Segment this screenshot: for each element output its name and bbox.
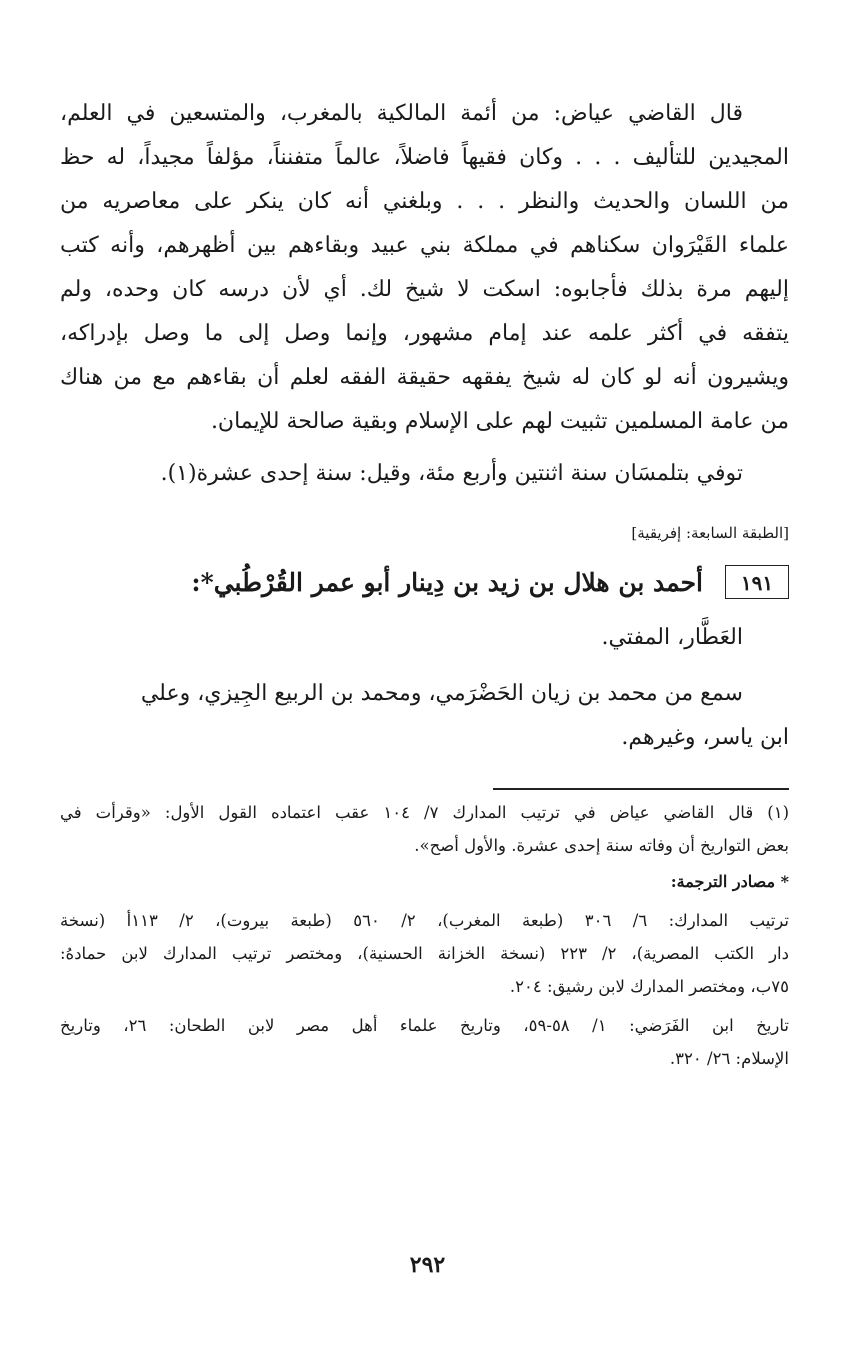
- paragraph-line: سمع من محمد بن زيان الحَضْرَمي، ومحمد بن الربيع الجِيزي، وعلي: [140, 681, 743, 706]
- sources-paragraph-1: [60, 904, 789, 1003]
- sources-heading: * مصادر الترجمة:: [670, 872, 789, 891]
- page-number: ٢٩٢: [409, 1252, 446, 1278]
- paragraph-line: ويشيرون أنه لو كان له شيخ يفقهه حقيقة الفقه لعلم أن بقاءهم مع من هناك: [60, 365, 789, 390]
- sources-paragraph-2: [60, 1009, 789, 1075]
- footnote-line: بعض التواريخ أن وفاته سنة إحدى عشرة. والأول أصح».: [414, 836, 789, 855]
- paragraph-line: يتفقه في أكثر علمه عند إمام مشهور، وإنما وصل إلى ما وصل بإدراكه،: [60, 321, 789, 346]
- paragraph-line: إليهم مرة بذلك فأجابوه: اسكت لا شيخ لك. أي لأن درسه كان وحده، ولم: [60, 277, 789, 302]
- paragraph-line: المجيدين للتأليف . . . وكان فقيهاً فاضلاً، عالماً متفنناً، مؤلفاً مجيداً، له حظ: [60, 145, 789, 170]
- footnote-line: ترتيب المدارك: ٦/ ٣٠٦ (طبعة المغرب)، ٢/ ٥٦٠ (طبعة بيروت)، ٢/ ١١٣أ (نسخة: [60, 911, 789, 930]
- entry-body: [60, 672, 789, 760]
- paragraph-line: من عامة المسلمين تثبيت لهم على الإسلام وبقية صالحة للإيمان.: [210, 409, 789, 434]
- entry-number-box: ١٩١: [725, 565, 789, 599]
- entry-descriptor: العَطَّار، المفتي.: [601, 625, 743, 650]
- death-line: توفي بتلمسَان سنة اثنتين وأربع مئة، وقيل: سنة إحدى عشرة(١).: [160, 461, 743, 486]
- intro-paragraph: [60, 92, 789, 444]
- footnote-line: تاريخ ابن الفَرَضي: ١/ ٥٨-٥٩، وتاريخ علماء أهل مصر لابن الطحان: ٢٦، وتاريخ: [60, 1016, 790, 1035]
- footnote-line: دار الكتب المصرية)، ٢/ ٢٢٣ (نسخة الخزانة الحسنية)، ومختصر ترتيب المدارك لابن حمادهُ:: [60, 944, 789, 963]
- entry-heading: [60, 560, 789, 604]
- footnote-separator: [493, 788, 789, 790]
- footnote-1: [60, 796, 789, 862]
- paragraph-line: من اللسان والحديث والنظر . . . وبلغني أنه كان ينكر على معاصريه من: [60, 189, 789, 214]
- page-body: [60, 92, 789, 1075]
- footnote-line: ٧٥ب، ومختصر المدارك لابن رشيق: ٢٠٤.: [509, 977, 789, 996]
- footnote-line: الإسلام: ٢٦/ ٣٢٠.: [669, 1049, 789, 1068]
- section-tag: [الطبقة السابعة: إفريقية]: [631, 524, 789, 542]
- paragraph-line: قال القاضي عياض: من أئمة المالكية بالمغرب، والمتسعين في العلم،: [60, 101, 743, 126]
- paragraph-line: علماء القَيْرَوان سكناهم في مملكة بني عبيد وبقاءهم بين أظهرهم، وأنه كتب: [60, 233, 789, 258]
- paragraph-line: ابن ياسر، وغيرهم.: [621, 725, 789, 750]
- footnote-line: (١) قال القاضي عياض في ترتيب المدارك ٧/ ١٠٤ عقب اعتماده القول الأول: «وقرأت في: [60, 803, 790, 822]
- entry-title: أحمد بن هلال بن زيد بن دِينار أبو عمر القُرْطُبي*:: [191, 567, 703, 597]
